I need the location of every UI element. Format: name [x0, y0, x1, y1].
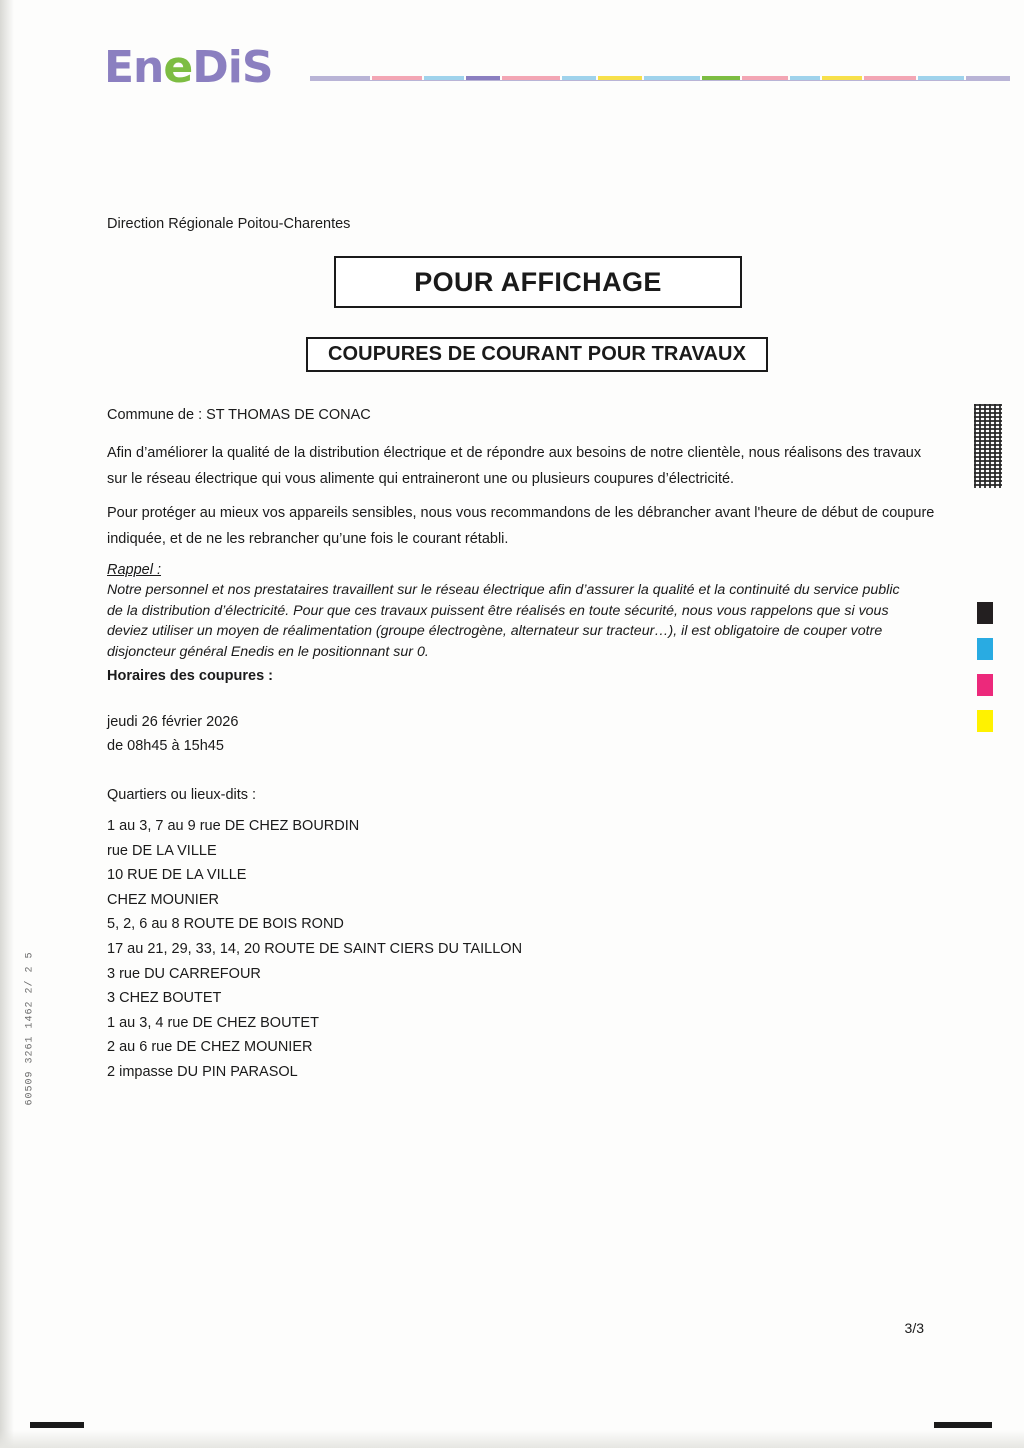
- poster-subtitle-text: COUPURES DE COURANT POUR TRAVAUX: [327, 343, 747, 365]
- enedis-logo: [104, 42, 304, 94]
- rule-segment: [742, 76, 788, 80]
- scan-registration-mark-right: [934, 1422, 992, 1428]
- advice-paragraph: Pour protéger au mieux vos appareils sensibles, nous vous recommandons de les débrancher avant l'heure de début de coupure indiquée, et de ne les rebrancher qu’une fois le courant rétabli.: [107, 505, 935, 547]
- outage-time-range: de 08h45 à 15h45: [107, 738, 224, 754]
- rule-segment: [918, 76, 964, 80]
- rule-segment: [598, 76, 642, 80]
- quartiers-list: [107, 814, 522, 1085]
- rule-segment: [644, 76, 700, 80]
- list-item: 5, 2, 6 au 8 ROUTE DE BOIS ROND: [107, 916, 344, 933]
- rappel-paragraph: Notre personnel et nos prestataires travaillent sur le réseau électrique afin d’assurer la qualité et la continuité du service public de la distribution d’électricité. Pour que ces travaux puissent être réalisés en toute sécurité, nous vous rappelons que si vous deviez utiliser un moyen de réalimentation (groupe électrogène, alternateur sur tracteur…), il est obligatoire de couper votre disjoncteur général Enedis en le positionnant sur 0.: [107, 582, 900, 660]
- poster-subtitle-box: [306, 337, 768, 372]
- rule-segment: [424, 76, 464, 80]
- color-calibration-patch-cyan: [977, 638, 993, 660]
- rule-segment: [310, 76, 370, 80]
- rule-segment: [864, 76, 916, 80]
- outage-date: jeudi 26 février 2026: [107, 714, 239, 730]
- scan-registration-mark-left: [30, 1422, 84, 1428]
- intro-paragraph: Afin d’améliorer la qualité de la distribution électrique et de répondre aux besoins de notre clientèle, nous réalisons des travaux sur le réseau électrique qui vous alimente qui entraineront une ou plusieurs coupures d’électricité.: [107, 445, 922, 487]
- list-item: rue DE LA VILLE: [107, 842, 217, 859]
- list-item: CHEZ MOUNIER: [107, 891, 219, 908]
- rule-segment: [822, 76, 862, 80]
- list-item: 1 au 3, 4 rue DE CHEZ BOUTET: [107, 1014, 319, 1031]
- rule-segment: [966, 76, 1010, 80]
- page-number: 3/3: [904, 1320, 924, 1336]
- rule-segment: [790, 76, 820, 80]
- rule-segment: [372, 76, 422, 80]
- color-calibration-patch-black: [977, 602, 993, 624]
- regional-direction-line: Direction Régionale Poitou-Charentes: [107, 216, 351, 232]
- list-item: 10 RUE DE LA VILLE: [107, 867, 247, 884]
- scan-edge-shadow-bottom: [0, 1430, 1024, 1448]
- list-item: 3 CHEZ BOUTET: [107, 990, 222, 1007]
- header-rule-baseline: [310, 80, 1010, 81]
- scan-side-code: 60509 3261 1462 2/ 2 5: [24, 951, 36, 1106]
- poster-title-box: [334, 256, 742, 308]
- list-item: 2 impasse DU PIN PARASOL: [107, 1063, 298, 1080]
- horaires-heading: Horaires des coupures :: [107, 668, 273, 684]
- scan-edge-shadow-left: [0, 0, 14, 1448]
- color-calibration-patch-yellow: [977, 710, 993, 732]
- commune-line: Commune de : ST THOMAS DE CONAC: [107, 407, 371, 423]
- poster-title-text: POUR AFFICHAGE: [414, 266, 662, 297]
- enedis-logo-text: EneDiS: [104, 42, 273, 93]
- enedis-logo-accent: e: [163, 42, 193, 93]
- quartiers-heading: Quartiers ou lieux-dits :: [107, 787, 257, 803]
- header-color-rule: [310, 76, 1010, 84]
- list-item: 3 rue DU CARREFOUR: [107, 965, 261, 982]
- datamatrix-code-icon: [974, 404, 1002, 488]
- list-item: 2 au 6 rue DE CHEZ MOUNIER: [107, 1039, 313, 1056]
- rule-segment: [502, 76, 560, 80]
- rule-segment: [466, 76, 500, 80]
- rule-segment: [562, 76, 596, 80]
- rappel-heading: Rappel :: [107, 562, 162, 578]
- color-calibration-patch-magenta: [977, 674, 993, 696]
- list-item: 17 au 21, 29, 33, 14, 20 ROUTE DE SAINT CIERS DU TAILLON: [107, 940, 523, 957]
- rule-segment: [702, 76, 740, 80]
- list-item: 1 au 3, 7 au 9 rue DE CHEZ BOURDIN: [107, 818, 360, 834]
